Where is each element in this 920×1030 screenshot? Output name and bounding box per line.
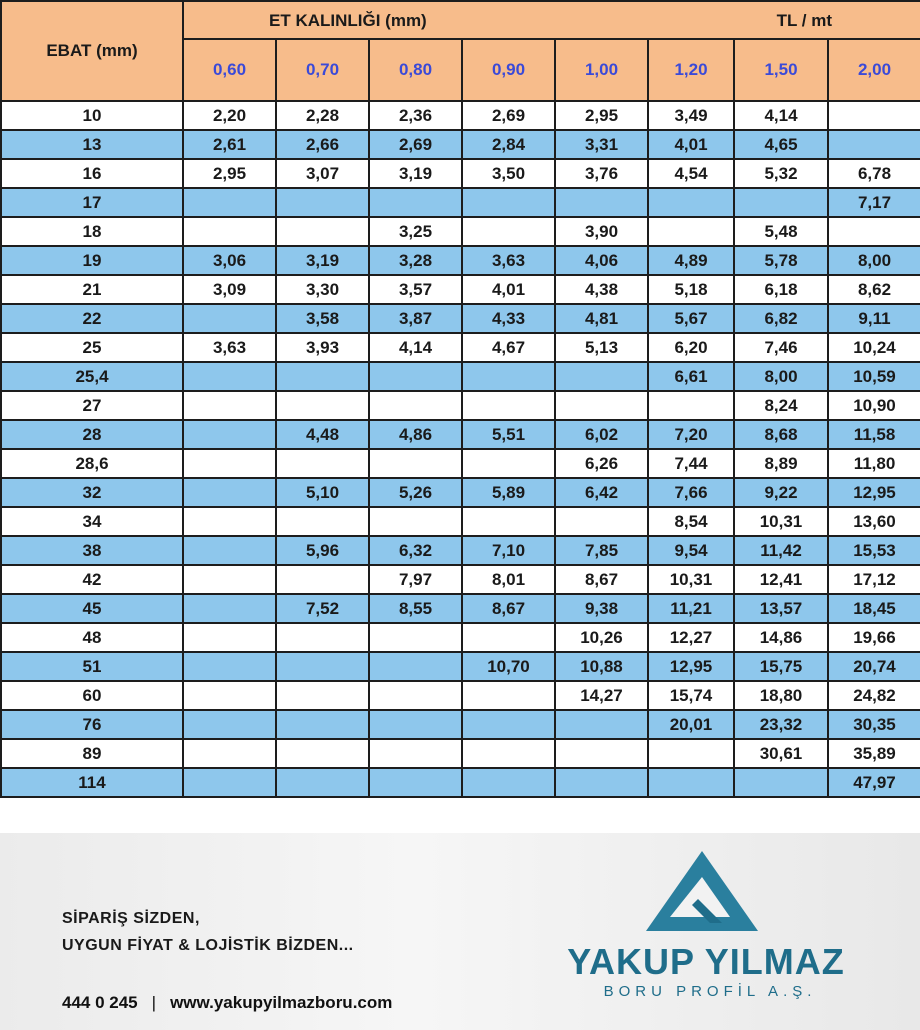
- brand-subtitle: BORU PROFİL A.Ş.: [603, 983, 817, 1000]
- price-cell: [648, 739, 734, 768]
- price-cell: 5,67: [648, 304, 734, 333]
- table-row: [1, 536, 920, 565]
- price-cell: [369, 507, 462, 536]
- price-cell: 7,85: [555, 536, 648, 565]
- size-cell: 19: [1, 246, 183, 275]
- price-cell: 7,66: [648, 478, 734, 507]
- price-cell: 3,31: [555, 130, 648, 159]
- price-cell: 3,57: [369, 275, 462, 304]
- price-cell: [555, 768, 648, 797]
- price-cell: 4,33: [462, 304, 555, 333]
- size-cell: 51: [1, 652, 183, 681]
- website-link[interactable]: www.yakupyilmazboru.com: [170, 993, 393, 1012]
- price-cell: 3,76: [555, 159, 648, 188]
- price-cell: 9,11: [828, 304, 920, 333]
- price-cell: 12,95: [648, 652, 734, 681]
- table-row: [1, 594, 920, 623]
- size-cell: 89: [1, 739, 183, 768]
- price-cell: [183, 739, 276, 768]
- price-cell: 12,95: [828, 478, 920, 507]
- table-row: [1, 768, 920, 797]
- price-cell: [183, 449, 276, 478]
- footer: [0, 833, 920, 1030]
- table-row: [1, 739, 920, 768]
- table-row: [1, 449, 920, 478]
- price-cell: [183, 536, 276, 565]
- table-row: [1, 420, 920, 449]
- price-cell: [462, 362, 555, 391]
- price-cell: [276, 623, 369, 652]
- price-cell: 3,63: [183, 333, 276, 362]
- price-cell: 8,00: [828, 246, 920, 275]
- price-cell: 2,66: [276, 130, 369, 159]
- price-cell: 3,63: [462, 246, 555, 275]
- price-cell: 8,67: [555, 565, 648, 594]
- price-cell: 6,82: [734, 304, 828, 333]
- price-cell: 6,42: [555, 478, 648, 507]
- size-cell: 13: [1, 130, 183, 159]
- price-cell: [462, 449, 555, 478]
- price-cell: 2,20: [183, 101, 276, 130]
- ebat-header: EBAT (mm): [1, 1, 183, 101]
- thickness-column-header: 0,90: [462, 39, 555, 101]
- price-cell: [462, 217, 555, 246]
- contact-separator: |: [151, 993, 157, 1012]
- price-cell: 4,65: [734, 130, 828, 159]
- thickness-column-header: 1,00: [555, 39, 648, 101]
- price-cell: 10,31: [734, 507, 828, 536]
- price-cell: [734, 188, 828, 217]
- price-cell: [183, 304, 276, 333]
- price-cell: [369, 623, 462, 652]
- price-cell: 10,26: [555, 623, 648, 652]
- size-cell: 114: [1, 768, 183, 797]
- price-cell: 6,02: [555, 420, 648, 449]
- price-cell: [183, 594, 276, 623]
- table-row: [1, 565, 920, 594]
- price-cell: [183, 188, 276, 217]
- price-cell: [183, 710, 276, 739]
- price-cell: 3,58: [276, 304, 369, 333]
- thickness-column-header: 2,00: [828, 39, 920, 101]
- price-cell: 3,50: [462, 159, 555, 188]
- price-cell: [828, 217, 920, 246]
- price-cell: 10,31: [648, 565, 734, 594]
- price-cell: 11,80: [828, 449, 920, 478]
- price-cell: 2,95: [183, 159, 276, 188]
- price-cell: 3,93: [276, 333, 369, 362]
- price-cell: [648, 217, 734, 246]
- price-cell: 4,81: [555, 304, 648, 333]
- price-cell: 6,26: [555, 449, 648, 478]
- price-cell: 15,75: [734, 652, 828, 681]
- price-cell: 4,86: [369, 420, 462, 449]
- price-cell: [276, 652, 369, 681]
- size-cell: 28: [1, 420, 183, 449]
- price-cell: 3,19: [276, 246, 369, 275]
- price-cell: [276, 362, 369, 391]
- price-cell: [648, 768, 734, 797]
- table-row: [1, 188, 920, 217]
- price-cell: [369, 681, 462, 710]
- size-cell: 60: [1, 681, 183, 710]
- price-cell: [828, 130, 920, 159]
- size-cell: 25,4: [1, 362, 183, 391]
- price-cell: [276, 449, 369, 478]
- price-cell: 2,28: [276, 101, 369, 130]
- price-cell: [462, 681, 555, 710]
- phone-number[interactable]: 444 0 245: [62, 993, 138, 1012]
- price-cell: [555, 391, 648, 420]
- price-cell: 20,01: [648, 710, 734, 739]
- price-cell: 7,17: [828, 188, 920, 217]
- price-cell: 9,38: [555, 594, 648, 623]
- price-cell: [462, 188, 555, 217]
- price-cell: 23,32: [734, 710, 828, 739]
- price-cell: 8,55: [369, 594, 462, 623]
- price-cell: 17,12: [828, 565, 920, 594]
- price-cell: [183, 768, 276, 797]
- price-cell: [183, 507, 276, 536]
- price-cell: 2,69: [369, 130, 462, 159]
- price-cell: 4,06: [555, 246, 648, 275]
- price-cell: 8,89: [734, 449, 828, 478]
- price-cell: 5,48: [734, 217, 828, 246]
- price-cell: [276, 710, 369, 739]
- price-cell: 4,67: [462, 333, 555, 362]
- price-cell: 5,32: [734, 159, 828, 188]
- brand-name: YAKUP YILMAZ: [567, 941, 845, 982]
- price-cell: [276, 739, 369, 768]
- price-cell: [183, 623, 276, 652]
- price-cell: 4,89: [648, 246, 734, 275]
- price-cell: 14,86: [734, 623, 828, 652]
- table-row: [1, 130, 920, 159]
- table-row: [1, 275, 920, 304]
- price-cell: 18,45: [828, 594, 920, 623]
- price-cell: 2,69: [462, 101, 555, 130]
- price-cell: 4,14: [369, 333, 462, 362]
- price-cell: 4,14: [734, 101, 828, 130]
- price-cell: 12,27: [648, 623, 734, 652]
- price-cell: [183, 478, 276, 507]
- price-cell: 10,88: [555, 652, 648, 681]
- price-cell: [276, 188, 369, 217]
- table-row: [1, 246, 920, 275]
- size-cell: 34: [1, 507, 183, 536]
- price-cell: 11,42: [734, 536, 828, 565]
- price-cell: 3,25: [369, 217, 462, 246]
- price-cell: [648, 391, 734, 420]
- price-cell: [462, 391, 555, 420]
- contact-line: [62, 993, 392, 1013]
- price-cell: 6,32: [369, 536, 462, 565]
- price-cell: 15,74: [648, 681, 734, 710]
- price-cell: [369, 768, 462, 797]
- table-row: [1, 652, 920, 681]
- slogan-line-1: SİPARİŞ SİZDEN,: [62, 910, 200, 927]
- thickness-column-header: 1,20: [648, 39, 734, 101]
- size-cell: 38: [1, 536, 183, 565]
- price-cell: 9,22: [734, 478, 828, 507]
- price-cell: 13,60: [828, 507, 920, 536]
- price-cell: 20,74: [828, 652, 920, 681]
- price-cell: 4,38: [555, 275, 648, 304]
- price-cell: 5,18: [648, 275, 734, 304]
- price-cell: 10,59: [828, 362, 920, 391]
- price-cell: 8,01: [462, 565, 555, 594]
- price-cell: 3,30: [276, 275, 369, 304]
- price-cell: 13,57: [734, 594, 828, 623]
- price-cell: 4,01: [648, 130, 734, 159]
- price-cell: 6,61: [648, 362, 734, 391]
- thickness-column-header: 0,60: [183, 39, 276, 101]
- price-cell: [183, 681, 276, 710]
- price-cell: 8,24: [734, 391, 828, 420]
- price-cell: 15,53: [828, 536, 920, 565]
- price-cell: 8,68: [734, 420, 828, 449]
- size-cell: 22: [1, 304, 183, 333]
- price-cell: [462, 623, 555, 652]
- price-cell: [369, 710, 462, 739]
- price-cell: [462, 507, 555, 536]
- table-row: [1, 507, 920, 536]
- price-cell: [462, 739, 555, 768]
- price-cell: 3,49: [648, 101, 734, 130]
- thickness-header-cell: [183, 1, 920, 39]
- price-cell: [183, 362, 276, 391]
- table-row: [1, 101, 920, 130]
- price-cell: 7,20: [648, 420, 734, 449]
- price-cell: 2,84: [462, 130, 555, 159]
- slogan-line-2: UYGUN FİYAT & LOJİSTİK BİZDEN...: [62, 937, 354, 954]
- size-cell: 16: [1, 159, 183, 188]
- price-cell: 7,52: [276, 594, 369, 623]
- price-cell: 47,97: [828, 768, 920, 797]
- triangle-logo-icon: [646, 851, 758, 935]
- size-cell: 17: [1, 188, 183, 217]
- price-cell: [734, 768, 828, 797]
- table-row: [1, 478, 920, 507]
- table-row: [1, 304, 920, 333]
- size-cell: 32: [1, 478, 183, 507]
- price-cell: 5,10: [276, 478, 369, 507]
- price-cell: 6,18: [734, 275, 828, 304]
- price-cell: 3,07: [276, 159, 369, 188]
- price-cell: [183, 652, 276, 681]
- price-cell: 3,90: [555, 217, 648, 246]
- price-cell: 10,90: [828, 391, 920, 420]
- price-cell: 7,46: [734, 333, 828, 362]
- price-cell: 24,82: [828, 681, 920, 710]
- price-cell: [555, 739, 648, 768]
- price-cell: 11,58: [828, 420, 920, 449]
- price-cell: 2,95: [555, 101, 648, 130]
- size-cell: 76: [1, 710, 183, 739]
- price-cell: [276, 507, 369, 536]
- price-cell: 5,89: [462, 478, 555, 507]
- price-cell: [369, 449, 462, 478]
- table-row: [1, 623, 920, 652]
- table-row: [1, 217, 920, 246]
- price-cell: 6,20: [648, 333, 734, 362]
- price-cell: 6,78: [828, 159, 920, 188]
- price-cell: 2,36: [369, 101, 462, 130]
- price-cell: 11,21: [648, 594, 734, 623]
- price-cell: [555, 362, 648, 391]
- price-cell: [183, 420, 276, 449]
- price-cell: 30,61: [734, 739, 828, 768]
- price-cell: 5,78: [734, 246, 828, 275]
- price-cell: [369, 652, 462, 681]
- price-cell: [555, 507, 648, 536]
- price-cell: [276, 217, 369, 246]
- price-cell: 3,06: [183, 246, 276, 275]
- price-cell: [462, 768, 555, 797]
- price-cell: 4,54: [648, 159, 734, 188]
- price-cell: [276, 768, 369, 797]
- price-cell: 12,41: [734, 565, 828, 594]
- price-cell: 14,27: [555, 681, 648, 710]
- price-cell: [276, 391, 369, 420]
- price-cell: 35,89: [828, 739, 920, 768]
- price-cell: 18,80: [734, 681, 828, 710]
- price-cell: [828, 101, 920, 130]
- price-cell: 5,13: [555, 333, 648, 362]
- price-cell: 7,97: [369, 565, 462, 594]
- price-cell: 8,54: [648, 507, 734, 536]
- price-cell: 5,96: [276, 536, 369, 565]
- table-row: [1, 362, 920, 391]
- price-cell: [183, 565, 276, 594]
- price-cell: [369, 188, 462, 217]
- thickness-header: ET KALINLIĞI (mm): [269, 11, 427, 30]
- price-cell: [555, 710, 648, 739]
- price-cell: 3,87: [369, 304, 462, 333]
- price-cell: [369, 391, 462, 420]
- price-cell: 8,62: [828, 275, 920, 304]
- price-cell: 3,19: [369, 159, 462, 188]
- price-cell: [555, 188, 648, 217]
- table-row: [1, 681, 920, 710]
- price-cell: 8,67: [462, 594, 555, 623]
- price-cell: 8,00: [734, 362, 828, 391]
- price-cell: [183, 217, 276, 246]
- price-cell: 7,44: [648, 449, 734, 478]
- price-cell: [276, 565, 369, 594]
- table-row: [1, 159, 920, 188]
- size-cell: 10: [1, 101, 183, 130]
- price-cell: 4,01: [462, 275, 555, 304]
- price-cell: 2,61: [183, 130, 276, 159]
- table-row: [1, 391, 920, 420]
- price-cell: [369, 362, 462, 391]
- size-cell: 25: [1, 333, 183, 362]
- thickness-column-header: 0,80: [369, 39, 462, 101]
- size-cell: 45: [1, 594, 183, 623]
- price-cell: [462, 710, 555, 739]
- size-cell: 27: [1, 391, 183, 420]
- price-cell: 7,10: [462, 536, 555, 565]
- price-cell: 5,51: [462, 420, 555, 449]
- table-row: [1, 333, 920, 362]
- price-cell: 30,35: [828, 710, 920, 739]
- table-row: [1, 710, 920, 739]
- size-cell: 18: [1, 217, 183, 246]
- size-cell: 42: [1, 565, 183, 594]
- price-cell: 19,66: [828, 623, 920, 652]
- price-cell: [183, 391, 276, 420]
- thickness-column-header: 1,50: [734, 39, 828, 101]
- price-cell: [369, 739, 462, 768]
- price-cell: 10,24: [828, 333, 920, 362]
- size-cell: 28,6: [1, 449, 183, 478]
- price-cell: 3,09: [183, 275, 276, 304]
- price-cell: 3,28: [369, 246, 462, 275]
- price-cell: 10,70: [462, 652, 555, 681]
- price-cell: 5,26: [369, 478, 462, 507]
- price-cell: 4,48: [276, 420, 369, 449]
- thickness-column-header: 0,70: [276, 39, 369, 101]
- price-cell: [276, 681, 369, 710]
- size-cell: 48: [1, 623, 183, 652]
- price-cell: [648, 188, 734, 217]
- size-cell: 21: [1, 275, 183, 304]
- price-cell: 9,54: [648, 536, 734, 565]
- unit-header: TL / mt: [776, 11, 832, 30]
